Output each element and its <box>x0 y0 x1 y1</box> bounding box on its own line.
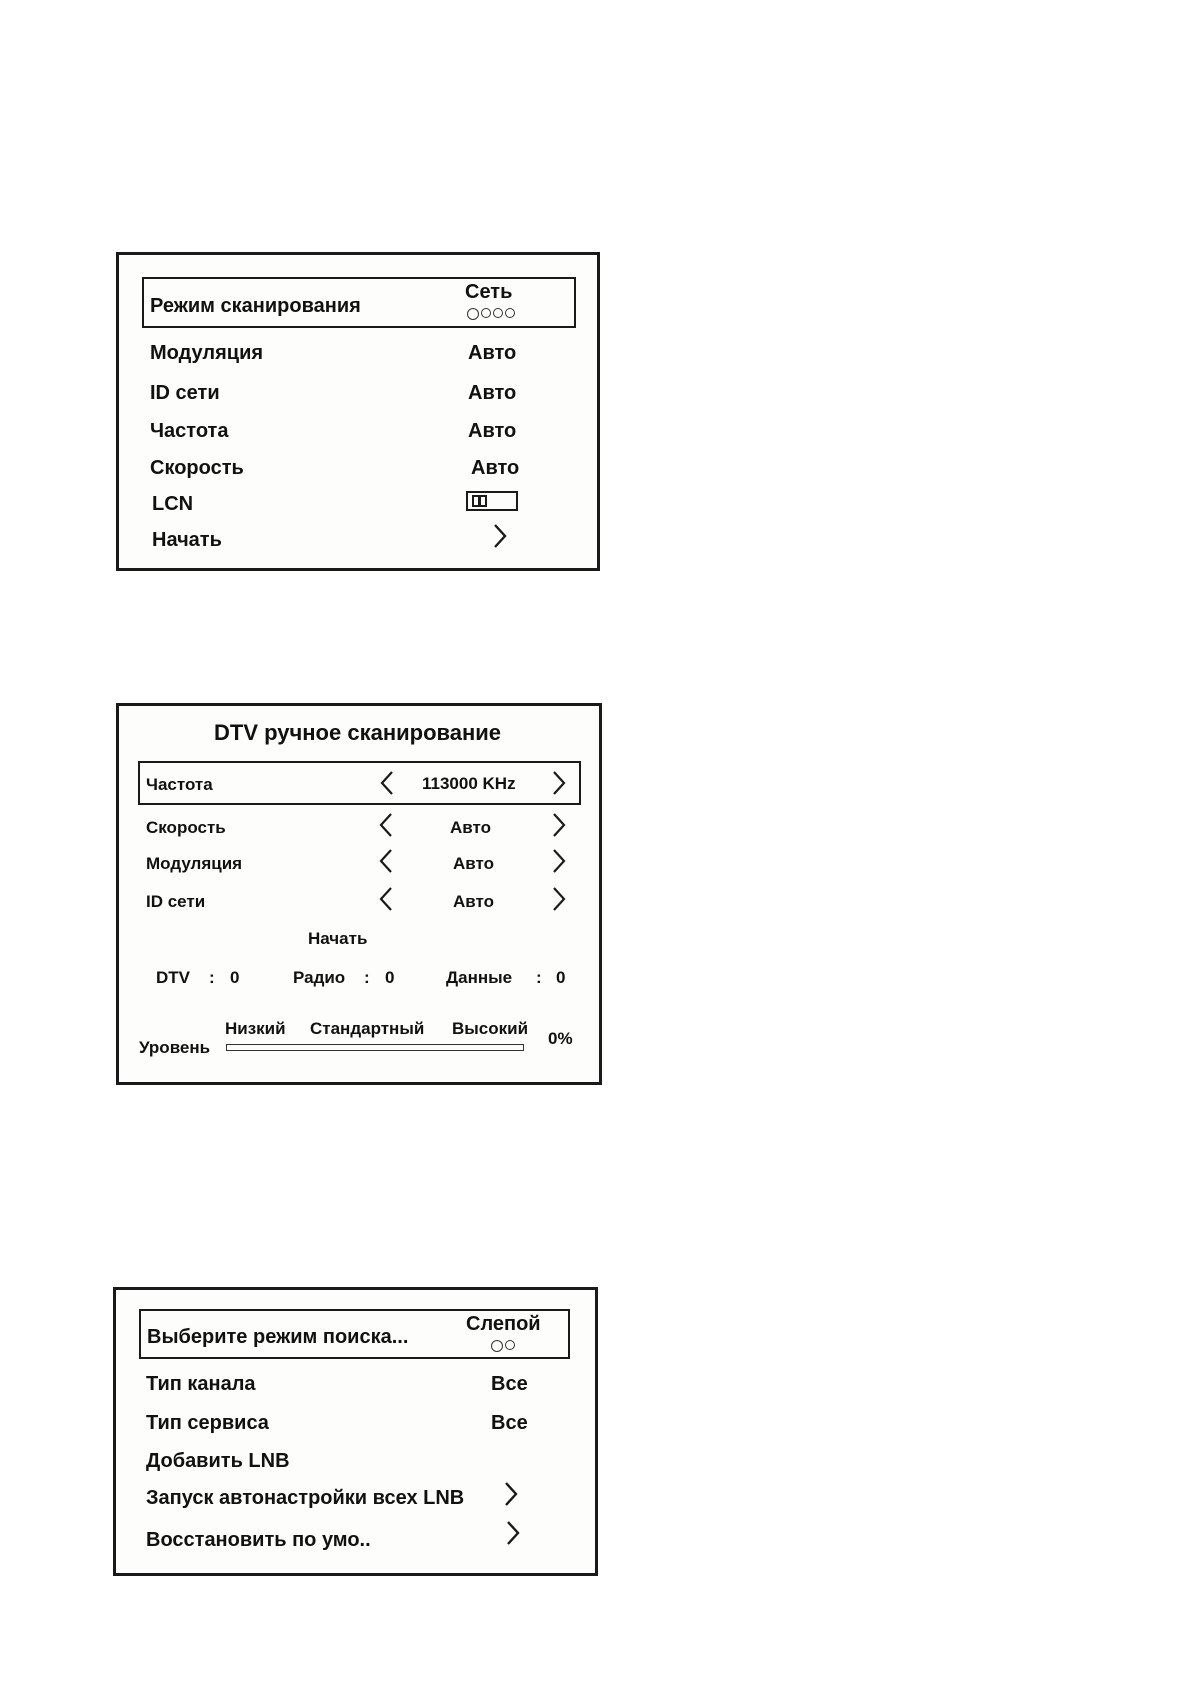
frequency-label: Частота <box>146 775 213 794</box>
modulation-label: Модуляция <box>146 854 243 873</box>
scan-mode-option-dots <box>467 308 515 320</box>
search-mode-row[interactable] <box>139 1309 570 1359</box>
start-label: Начать <box>152 529 222 551</box>
chevron-right-icon[interactable] <box>551 770 567 796</box>
network-id-label: ID сети <box>150 382 220 404</box>
radio-counter-separator: : <box>364 968 370 987</box>
option-dot-icon <box>505 1340 515 1350</box>
option-dot-icon <box>481 308 491 318</box>
scan-settings-panel <box>116 252 600 571</box>
toggle-knob <box>472 495 487 507</box>
level-label: Уровень <box>139 1038 211 1057</box>
service-type-value: Все <box>491 1412 528 1434</box>
frequency-value: Авто <box>468 420 517 442</box>
option-dot-icon <box>493 308 503 318</box>
lcn-label: LCN <box>152 493 194 515</box>
network-id-value: Авто <box>468 382 517 404</box>
radio-counter-value: 0 <box>385 968 395 987</box>
search-mode-value: Слепой <box>466 1313 541 1335</box>
chevron-left-icon[interactable] <box>378 812 394 838</box>
start-button[interactable]: Начать <box>308 929 368 948</box>
scan-mode-row[interactable] <box>142 277 576 328</box>
network-id-label: ID сети <box>146 892 206 911</box>
frequency-row[interactable] <box>138 761 581 805</box>
scan-mode-value: Сеть <box>465 281 513 303</box>
service-type-label: Тип сервиса <box>146 1412 269 1434</box>
page-title: DTV ручное сканирование <box>214 720 502 745</box>
signal-level-bar <box>226 1044 524 1051</box>
autoscan-all-lnb-label: Запуск автонастройки всех LNB <box>146 1487 465 1509</box>
modulation-value: Авто <box>468 342 517 364</box>
frequency-label: Частота <box>150 420 229 442</box>
channel-type-value: Все <box>491 1373 528 1395</box>
level-percent: 0% <box>548 1029 573 1048</box>
modulation-value: Авто <box>453 854 494 873</box>
chevron-left-icon[interactable] <box>378 848 394 874</box>
level-standard-label: Стандартный <box>310 1019 425 1038</box>
scan-mode-label: Режим сканирования <box>150 295 361 317</box>
satellite-scan-panel <box>113 1287 598 1576</box>
search-mode-option-dots <box>491 1340 515 1352</box>
network-id-value: Авто <box>453 892 494 911</box>
option-dot-icon <box>491 1340 503 1352</box>
modulation-label: Модуляция <box>150 342 264 364</box>
chevron-left-icon[interactable] <box>378 886 394 912</box>
add-lnb-button[interactable]: Добавить LNB <box>146 1450 290 1472</box>
radio-counter-label: Радио <box>293 968 346 987</box>
data-counter-separator: : <box>536 968 542 987</box>
level-high-label: Высокий <box>452 1019 529 1038</box>
dtv-counter-separator: : <box>209 968 215 987</box>
chevron-right-icon[interactable] <box>503 1481 519 1507</box>
symbol-rate-label: Скорость <box>150 457 244 479</box>
chevron-right-icon[interactable] <box>551 812 567 838</box>
symbol-rate-value: Авто <box>471 457 520 479</box>
level-low-label: Низкий <box>225 1019 286 1038</box>
symbol-rate-value: Авто <box>450 818 491 837</box>
dtv-counter-label: DTV <box>156 968 190 987</box>
search-mode-label: Выберите режим поиска... <box>147 1326 409 1348</box>
dtv-counter-value: 0 <box>230 968 240 987</box>
channel-type-label: Тип канала <box>146 1373 256 1395</box>
restore-defaults-label: Восстановить по умо.. <box>146 1529 371 1551</box>
chevron-left-icon[interactable] <box>379 770 395 796</box>
data-counter-label: Данные <box>446 968 513 987</box>
frequency-value: 113000 KHz <box>422 774 516 793</box>
data-counter-value: 0 <box>556 968 566 987</box>
lcn-toggle[interactable] <box>466 491 518 511</box>
option-dot-icon <box>505 308 515 318</box>
chevron-right-icon[interactable] <box>505 1520 521 1546</box>
chevron-right-icon[interactable] <box>492 523 508 549</box>
dtv-manual-scan-panel <box>116 703 602 1085</box>
symbol-rate-label: Скорость <box>146 818 226 837</box>
chevron-right-icon[interactable] <box>551 848 567 874</box>
option-dot-icon <box>467 308 479 320</box>
chevron-right-icon[interactable] <box>551 886 567 912</box>
